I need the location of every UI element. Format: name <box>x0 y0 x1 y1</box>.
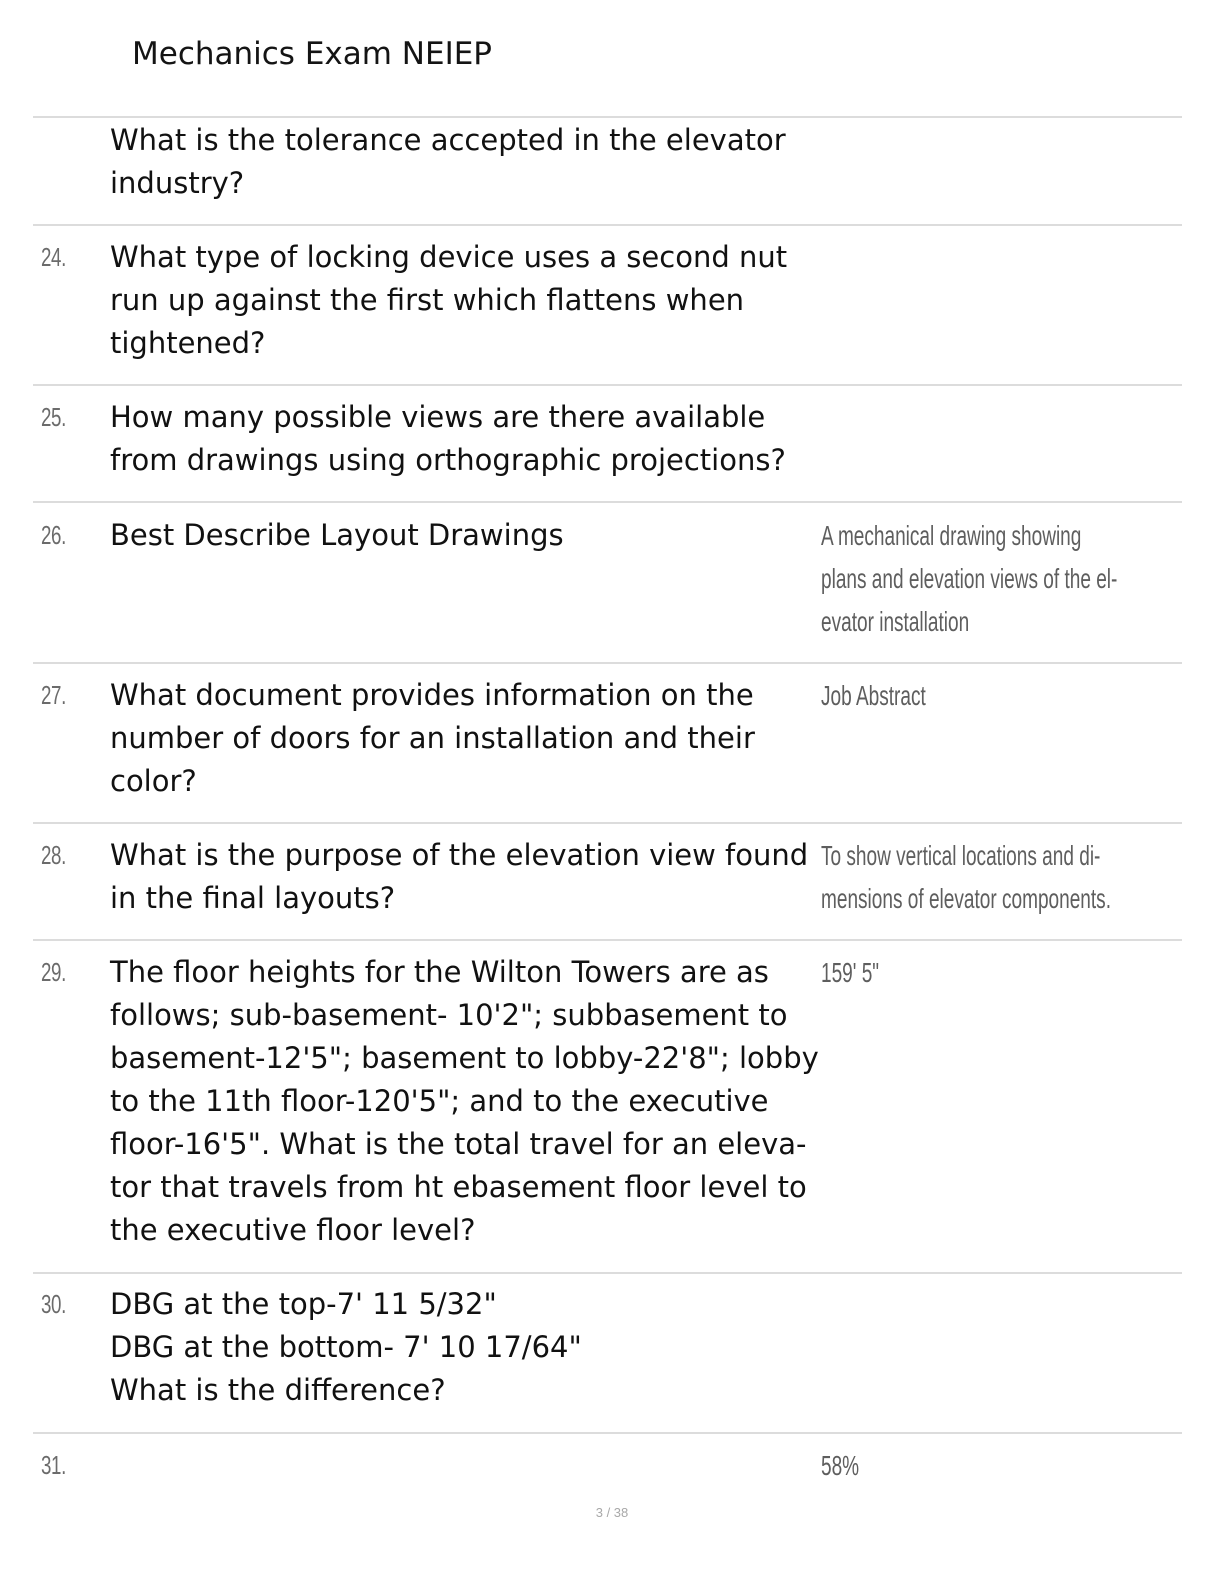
question-text: Best Describe Layout Drawings <box>110 518 564 552</box>
row-divider <box>33 662 1182 664</box>
row-divider <box>33 224 1182 226</box>
row-divider <box>33 501 1182 503</box>
question-text: The floor heights for the Wilton Towers are as follows; sub-basement- 10'2"; subbasement to basement-12'5"; basement to lobby-22'8"; lobby to the 11th floor-120'5"; and to the executive floor-16'5". What is the total travel for an eleva- tor that travels from ht ebasement floor level to the executive floor level? <box>110 955 819 1247</box>
answer-text: Job Abstract <box>821 680 926 711</box>
question-text: What type of locking device uses a second nut run up against the first which flattens when tightened? <box>110 240 788 360</box>
answer-text: 159' 5" <box>821 957 880 988</box>
question-number: 28. <box>41 840 66 870</box>
page-number: 3 / 38 <box>595 1505 629 1520</box>
row-divider <box>33 939 1182 941</box>
question-text: DBG at the top-7' 11 5/32" DBG at the bottom- 7' 10 17/64" What is the difference? <box>110 1287 582 1407</box>
answer-text: A mechanical drawing showing plans and elevation views of the el- evator installation <box>821 520 1118 637</box>
question-number: 25. <box>41 402 66 432</box>
answer-text: 58% <box>821 1450 860 1481</box>
row-divider <box>33 1432 1182 1434</box>
answer-text: To show vertical locations and di- mensions of elevator components. <box>821 840 1111 914</box>
question-text: What is the tolerance accepted in the elevator industry? <box>110 123 786 200</box>
question-number: 29. <box>41 957 66 987</box>
row-divider <box>33 116 1182 118</box>
question-number: 31. <box>41 1450 66 1480</box>
question-text: How many possible views are there available from drawings using orthographic projections? <box>110 400 786 477</box>
row-divider <box>33 384 1182 386</box>
question-number: 27. <box>41 680 66 710</box>
row-divider <box>33 1272 1182 1274</box>
row-divider <box>33 822 1182 824</box>
question-number: 26. <box>41 520 66 550</box>
question-text: What is the purpose of the elevation view found in the final layouts? <box>110 838 809 915</box>
document-title: Mechanics Exam NEIEP <box>132 36 492 72</box>
question-number: 24. <box>41 242 66 272</box>
question-text: What document provides information on the number of doors for an installation and their color? <box>110 678 755 798</box>
question-number: 30. <box>41 1289 66 1319</box>
